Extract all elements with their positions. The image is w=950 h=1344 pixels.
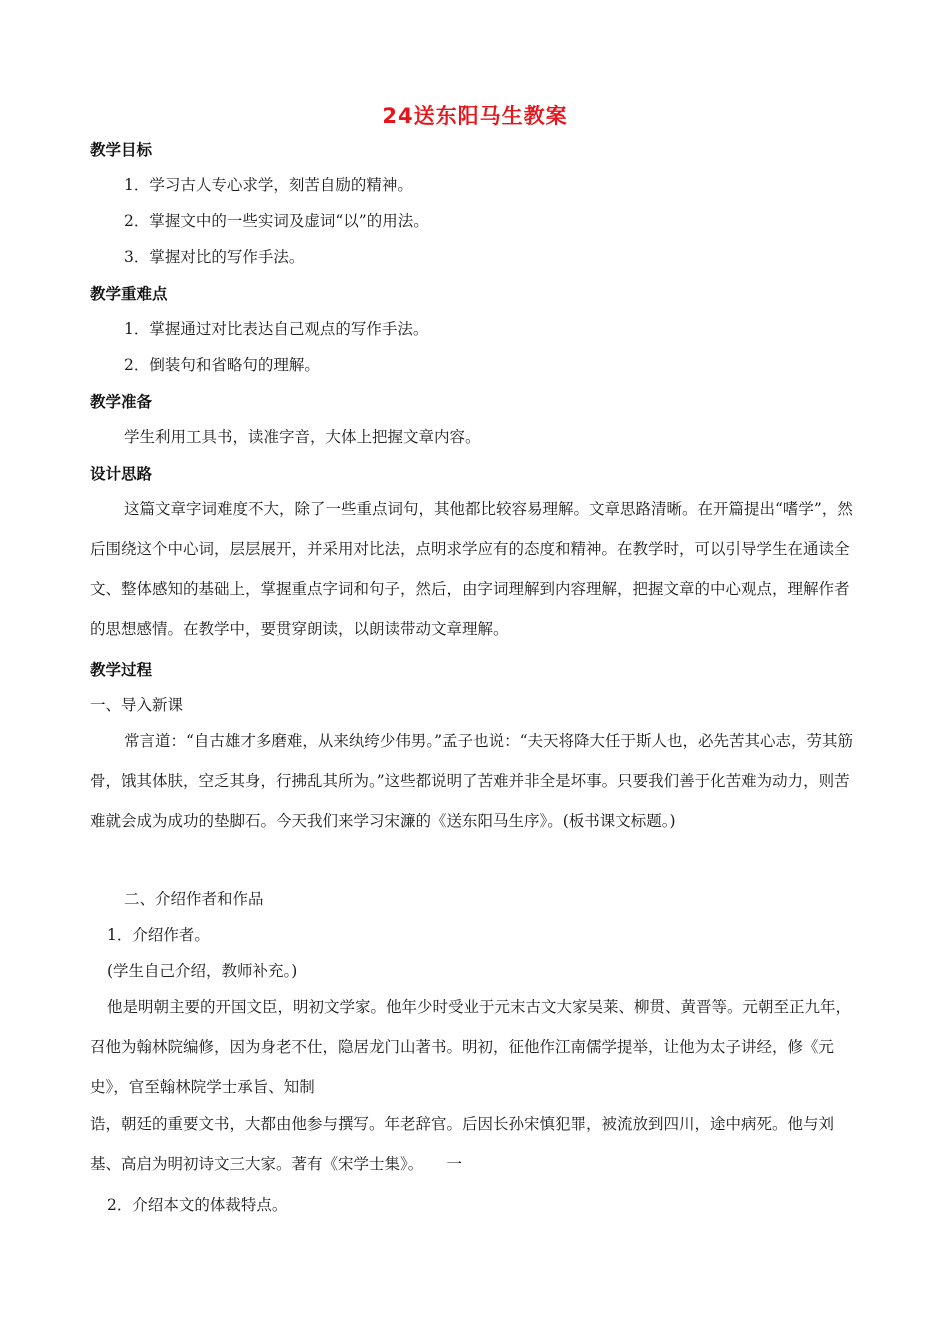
section-1-title: 一、导入新课 <box>90 696 184 714</box>
section-1-paragraph: 常言道：“自古雄才多磨难，从来纨绔少伟男。”孟子也说：“夫天将降大任于斯人也，必先苦其心志，劳其筋骨，饿其体肤，空乏其身，行拂乱其所为。”这些都说明了苦难并非全是坏事。只要我们善于化苦难为动力，则苦难就会成为成功的垫脚石。今天我们来学习宋濂的《送东阳马生序》。(板书课文标题。) <box>90 732 854 830</box>
preparation-text: 学生利用工具书，读准字音，大体上把握文章内容。 <box>124 428 481 446</box>
goal-item-2: 2．掌握文中的一些实词及虚词“以”的用法。 <box>124 212 429 230</box>
key-point-item-1: 1．掌握通过对比表达自己观点的写作手法。 <box>124 320 429 338</box>
heading-goals: 教学目标 <box>90 141 153 159</box>
heading-design: 设计思路 <box>90 465 153 483</box>
section-2-title: 二、介绍作者和作品 <box>124 890 264 908</box>
heading-key-points: 教学重难点 <box>90 285 168 303</box>
goal-item-1: 1．学习古人专心求学，刻苦自励的精神。 <box>124 176 413 194</box>
heading-process: 教学过程 <box>90 661 153 679</box>
genre-item: 2．介绍本文的体裁特点。 <box>107 1196 288 1214</box>
author-item: 1．介绍作者。 <box>107 926 210 944</box>
design-paragraph: 这篇文章字词难度不大，除了一些重点词句，其他都比较容易理解。文章思路清晰。在开篇提出“嗜学”，然后围绕这个中心词，层层展开，并采用对比法，点明求学应有的态度和精神。在教学时，可以引导学生在通读全文、整体感知的基础上，掌握重点字词和句子，然后，由字词理解到内容理解，把握文章的中心观点，理解作者的思想感情。在教学中，要贯穿朗读，以朗读带动文章理解。 <box>90 500 853 638</box>
heading-preparation: 教学准备 <box>90 393 153 411</box>
author-note: (学生自己介绍，教师补充。) <box>107 962 298 980</box>
document-title: 24送东阳马生教案 <box>382 104 568 128</box>
author-paragraph-2: 诰，朝廷的重要文书，大都由他参与撰写。年老辞官。后因长孙宋慎犯罪，被流放到四川，途中病死。他与刘基、高启为明初诗文三大家。著有《宋学士集》。 一 <box>90 1115 835 1173</box>
author-paragraph-1: 他是明朝主要的开国文臣，明初文学家。他年少时受业于元末古文大家吴莱、柳贯、黄晋等。元朝至正九年，召他为翰林院编修，因为身老不仕，隐居龙门山著书。明初，征他作江南儒学提举，让他为太子讲经，修《元史》，官至翰林院学士承旨、知制 <box>90 998 852 1096</box>
key-point-item-2: 2．倒装句和省略句的理解。 <box>124 356 320 374</box>
goal-item-3: 3．掌握对比的写作手法。 <box>124 248 305 266</box>
